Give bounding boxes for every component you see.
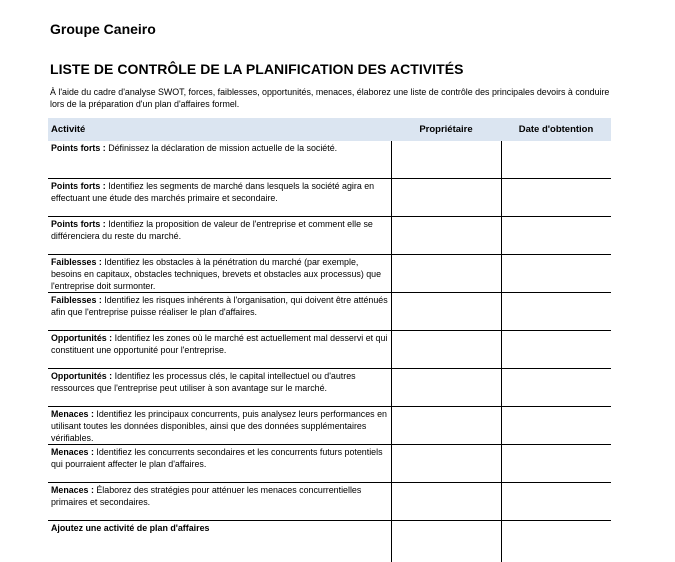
owner-cell[interactable] xyxy=(391,255,501,293)
table-row xyxy=(48,407,611,445)
activity-category: Menaces : xyxy=(51,447,94,457)
owner-cell[interactable] xyxy=(391,217,501,255)
company-name: Groupe Caneiro xyxy=(50,21,156,37)
activity-cell xyxy=(48,141,391,179)
owner-cell[interactable] xyxy=(391,141,501,179)
owner-cell[interactable] xyxy=(391,445,501,483)
owner-cell[interactable] xyxy=(391,369,501,407)
activity-text: Identifiez la proposition de valeur de l'entreprise et comment elle se différenciera du reste du marché. xyxy=(51,219,373,241)
activity-text: Identifiez les obstacles à la pénétration du marché (par exemple, besoins en capitaux, obstacles techniques, brevets et obstacles aux processus) que l'entreprise doit surmonter. xyxy=(51,257,381,291)
date-cell[interactable] xyxy=(501,521,611,562)
activity-cell xyxy=(48,179,391,217)
activity-category: Points forts : xyxy=(51,181,106,191)
activity-cell xyxy=(48,369,391,407)
table-row xyxy=(48,369,611,407)
activity-text: Identifiez les principaux concurrents, puis analysez leurs performances en utilisant toutes les données disponibles, ainsi que des données supplémentaires vérifiables. xyxy=(51,409,387,443)
checklist-table xyxy=(48,118,611,562)
date-cell[interactable] xyxy=(501,407,611,445)
owner-cell[interactable] xyxy=(391,331,501,369)
activity-category: Points forts : xyxy=(51,219,106,229)
header-date: Date d'obtention xyxy=(501,118,611,141)
activity-text: Identifiez les concurrents secondaires et les concurrents futurs potentiels qui pourraient affecter le plan d'affaires. xyxy=(51,447,383,469)
header-activity: Activité xyxy=(48,118,391,141)
activity-text: Élaborez des stratégies pour atténuer les menaces concurrentielles primaires et secondaires. xyxy=(51,485,361,507)
date-cell[interactable] xyxy=(501,483,611,521)
date-cell[interactable] xyxy=(501,293,611,331)
table-row xyxy=(48,483,611,521)
table-row xyxy=(48,293,611,331)
header-owner: Propriétaire xyxy=(391,118,501,141)
activity-category: Faiblesses : xyxy=(51,295,102,305)
intro-paragraph: À l'aide du cadre d'analyse SWOT, forces, faiblesses, opportunités, menaces, élaborez une liste de contrôle des principales devoirs à conduire lors de la préparation d'un plan d'affaires formel. xyxy=(50,86,610,110)
activity-category: Faiblesses : xyxy=(51,257,102,267)
activity-cell xyxy=(48,217,391,255)
activity-cell xyxy=(48,331,391,369)
activity-text: Identifiez les segments de marché dans lesquels la société agira en effectuant une étude des marchés primaire et secondaire. xyxy=(51,181,374,203)
table-row xyxy=(48,255,611,293)
table-row xyxy=(48,217,611,255)
activity-text: Identifiez les risques inhérents à l'organisation, qui doivent être atténués afin que l'entreprise puisse réaliser le plan d'affaires. xyxy=(51,295,388,317)
activity-cell xyxy=(48,293,391,331)
date-cell[interactable] xyxy=(501,141,611,179)
activity-cell xyxy=(48,255,391,293)
owner-cell[interactable] xyxy=(391,407,501,445)
owner-cell[interactable] xyxy=(391,293,501,331)
activity-text: Identifiez les processus clés, le capital intellectuel ou d'autres ressources que l'entreprise peut utiliser à son avantage sur le marché. xyxy=(51,371,356,393)
date-cell[interactable] xyxy=(501,179,611,217)
date-cell[interactable] xyxy=(501,217,611,255)
activity-cell xyxy=(48,483,391,521)
add-activity-row xyxy=(48,521,611,562)
owner-cell[interactable] xyxy=(391,179,501,217)
date-cell[interactable] xyxy=(501,255,611,293)
table-row xyxy=(48,331,611,369)
table-row xyxy=(48,179,611,217)
owner-cell[interactable] xyxy=(391,521,501,562)
activity-category: Menaces : xyxy=(51,485,94,495)
activity-cell xyxy=(48,407,391,445)
activity-category: Opportunités : xyxy=(51,371,112,381)
activity-category: Points forts : xyxy=(51,143,106,153)
activity-text: Définissez la déclaration de mission actuelle de la société. xyxy=(106,143,337,153)
date-cell[interactable] xyxy=(501,331,611,369)
table-row xyxy=(48,141,611,179)
date-cell[interactable] xyxy=(501,445,611,483)
activity-text: Identifiez les zones où le marché est actuellement mal desservi et qui constituent une opportunité pour l'entreprise. xyxy=(51,333,387,355)
date-cell[interactable] xyxy=(501,369,611,407)
add-activity-label[interactable]: Ajoutez une activité de plan d'affaires xyxy=(48,521,391,562)
owner-cell[interactable] xyxy=(391,483,501,521)
activity-category: Menaces : xyxy=(51,409,94,419)
page-title: LISTE DE CONTRÔLE DE LA PLANIFICATION DES ACTIVITÉS xyxy=(50,61,464,77)
table-row xyxy=(48,445,611,483)
activity-category: Opportunités : xyxy=(51,333,112,343)
header-row xyxy=(48,118,611,141)
activity-cell xyxy=(48,445,391,483)
